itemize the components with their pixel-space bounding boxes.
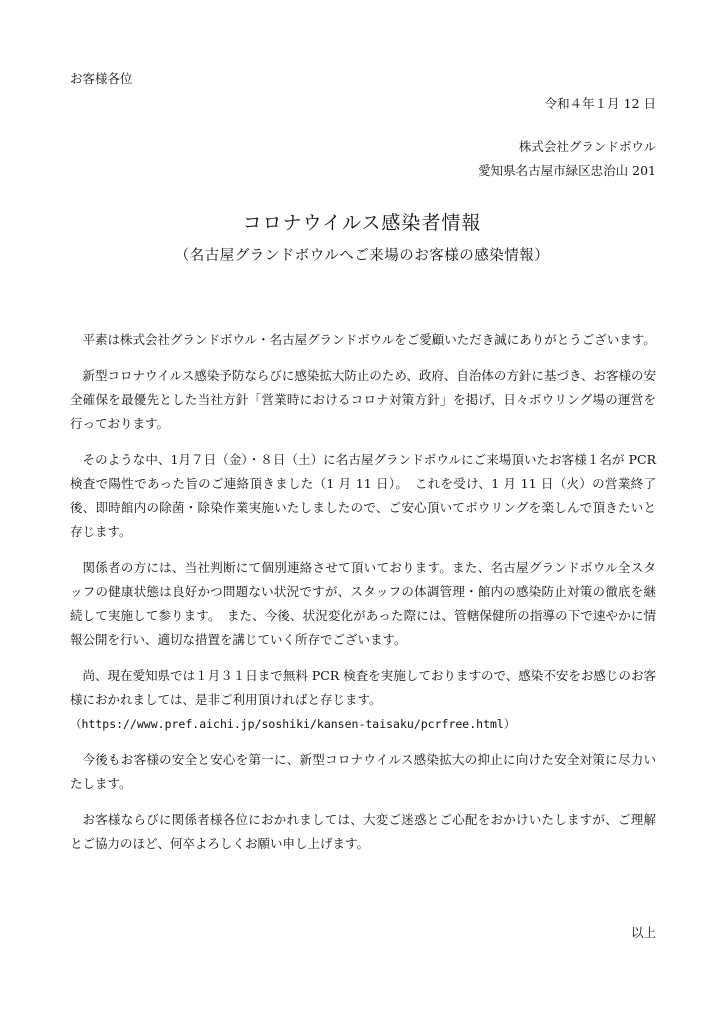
paragraph-staff-measures: 関係者の方には、当社判断にて個別連絡させて頂いております。また、名古屋グランドボウル全スタッフの健康状態は良好かつ問題ない状況ですが、スタッフの体調管理・館内の感染防止対策の徹底を継続して実施して参ります。 また、今後、状況変化があった際には、管轄保健所の指導の下で速やかに情報公開を行い、適切な措置を講じていく所存でございます。 bbox=[70, 560, 656, 647]
document-subtitle: （名古屋グランドボウルへご来場のお客様の感染情報） bbox=[174, 248, 550, 264]
paragraph-apology: お客様ならびに関係者様各位におかれましては、大変ご迷惑とご心配をおかけいたしますが、ご理解とご協力のほど、何卒よろしくお願い申し上げます。 bbox=[70, 812, 656, 851]
paragraph-policy: 新型コロナウイルス感染予防ならびに感染拡大防止のため、政府、自治体の方針に基づき、お客様の安全確保を最優先とした当社方針「営業時におけるコロナ対策方針」を掲げ、日々ボウリング場の運営を行っております。 bbox=[70, 368, 656, 431]
company-address: 愛知県名古屋市緑区忠治山 201 bbox=[478, 163, 656, 178]
document-title: コロナウイルス感染者情報 bbox=[242, 212, 482, 234]
issue-date: 令和４年１月 12 日 bbox=[544, 96, 656, 111]
paragraph-pcr-testing: 尚、現在愛知県では１月３１日まで無料 PCR 検査を実施しておりますので、感染不安をお感じのお客様におかれましては、是非ご利用頂ければと存じます。 bbox=[70, 668, 656, 707]
closing-mark: 以上 bbox=[630, 925, 656, 940]
company-name: 株式会社グランドボウル bbox=[518, 139, 656, 154]
addressee: お客様各位 bbox=[70, 71, 133, 86]
paragraph-commitment: 今後もお客様の安全と安心を第一に、新型コロナウイルス感染拡大の抑止に向けた安全対策に尽力いたします。 bbox=[70, 752, 656, 791]
paragraph-infection-report: そのような中、1月７日（金）・８日（土）に名古屋グランドボウルにご来場頂いたお客様１名が PCR 検査で陽性であった旨のご連絡頂きました（1 月 11 日）。 これを受け、1 月 11 日（火）の営業終了後、即時館内の除菌・除染作業実施いたしましたので、ご安心頂いてボウリングを楽しんで頂きたいと存じます。 bbox=[70, 452, 656, 539]
document-body bbox=[70, 328, 656, 868]
pcr-info-link[interactable]: （https://www.pref.aichi.jp/soshiki/kansen-taisaku/pcrfree.html） bbox=[70, 717, 516, 731]
paragraph-greeting: 平素は株式会社グランドボウル・名古屋グランドボウルをご愛顧いただき誠にありがとうございます。 bbox=[82, 332, 656, 347]
